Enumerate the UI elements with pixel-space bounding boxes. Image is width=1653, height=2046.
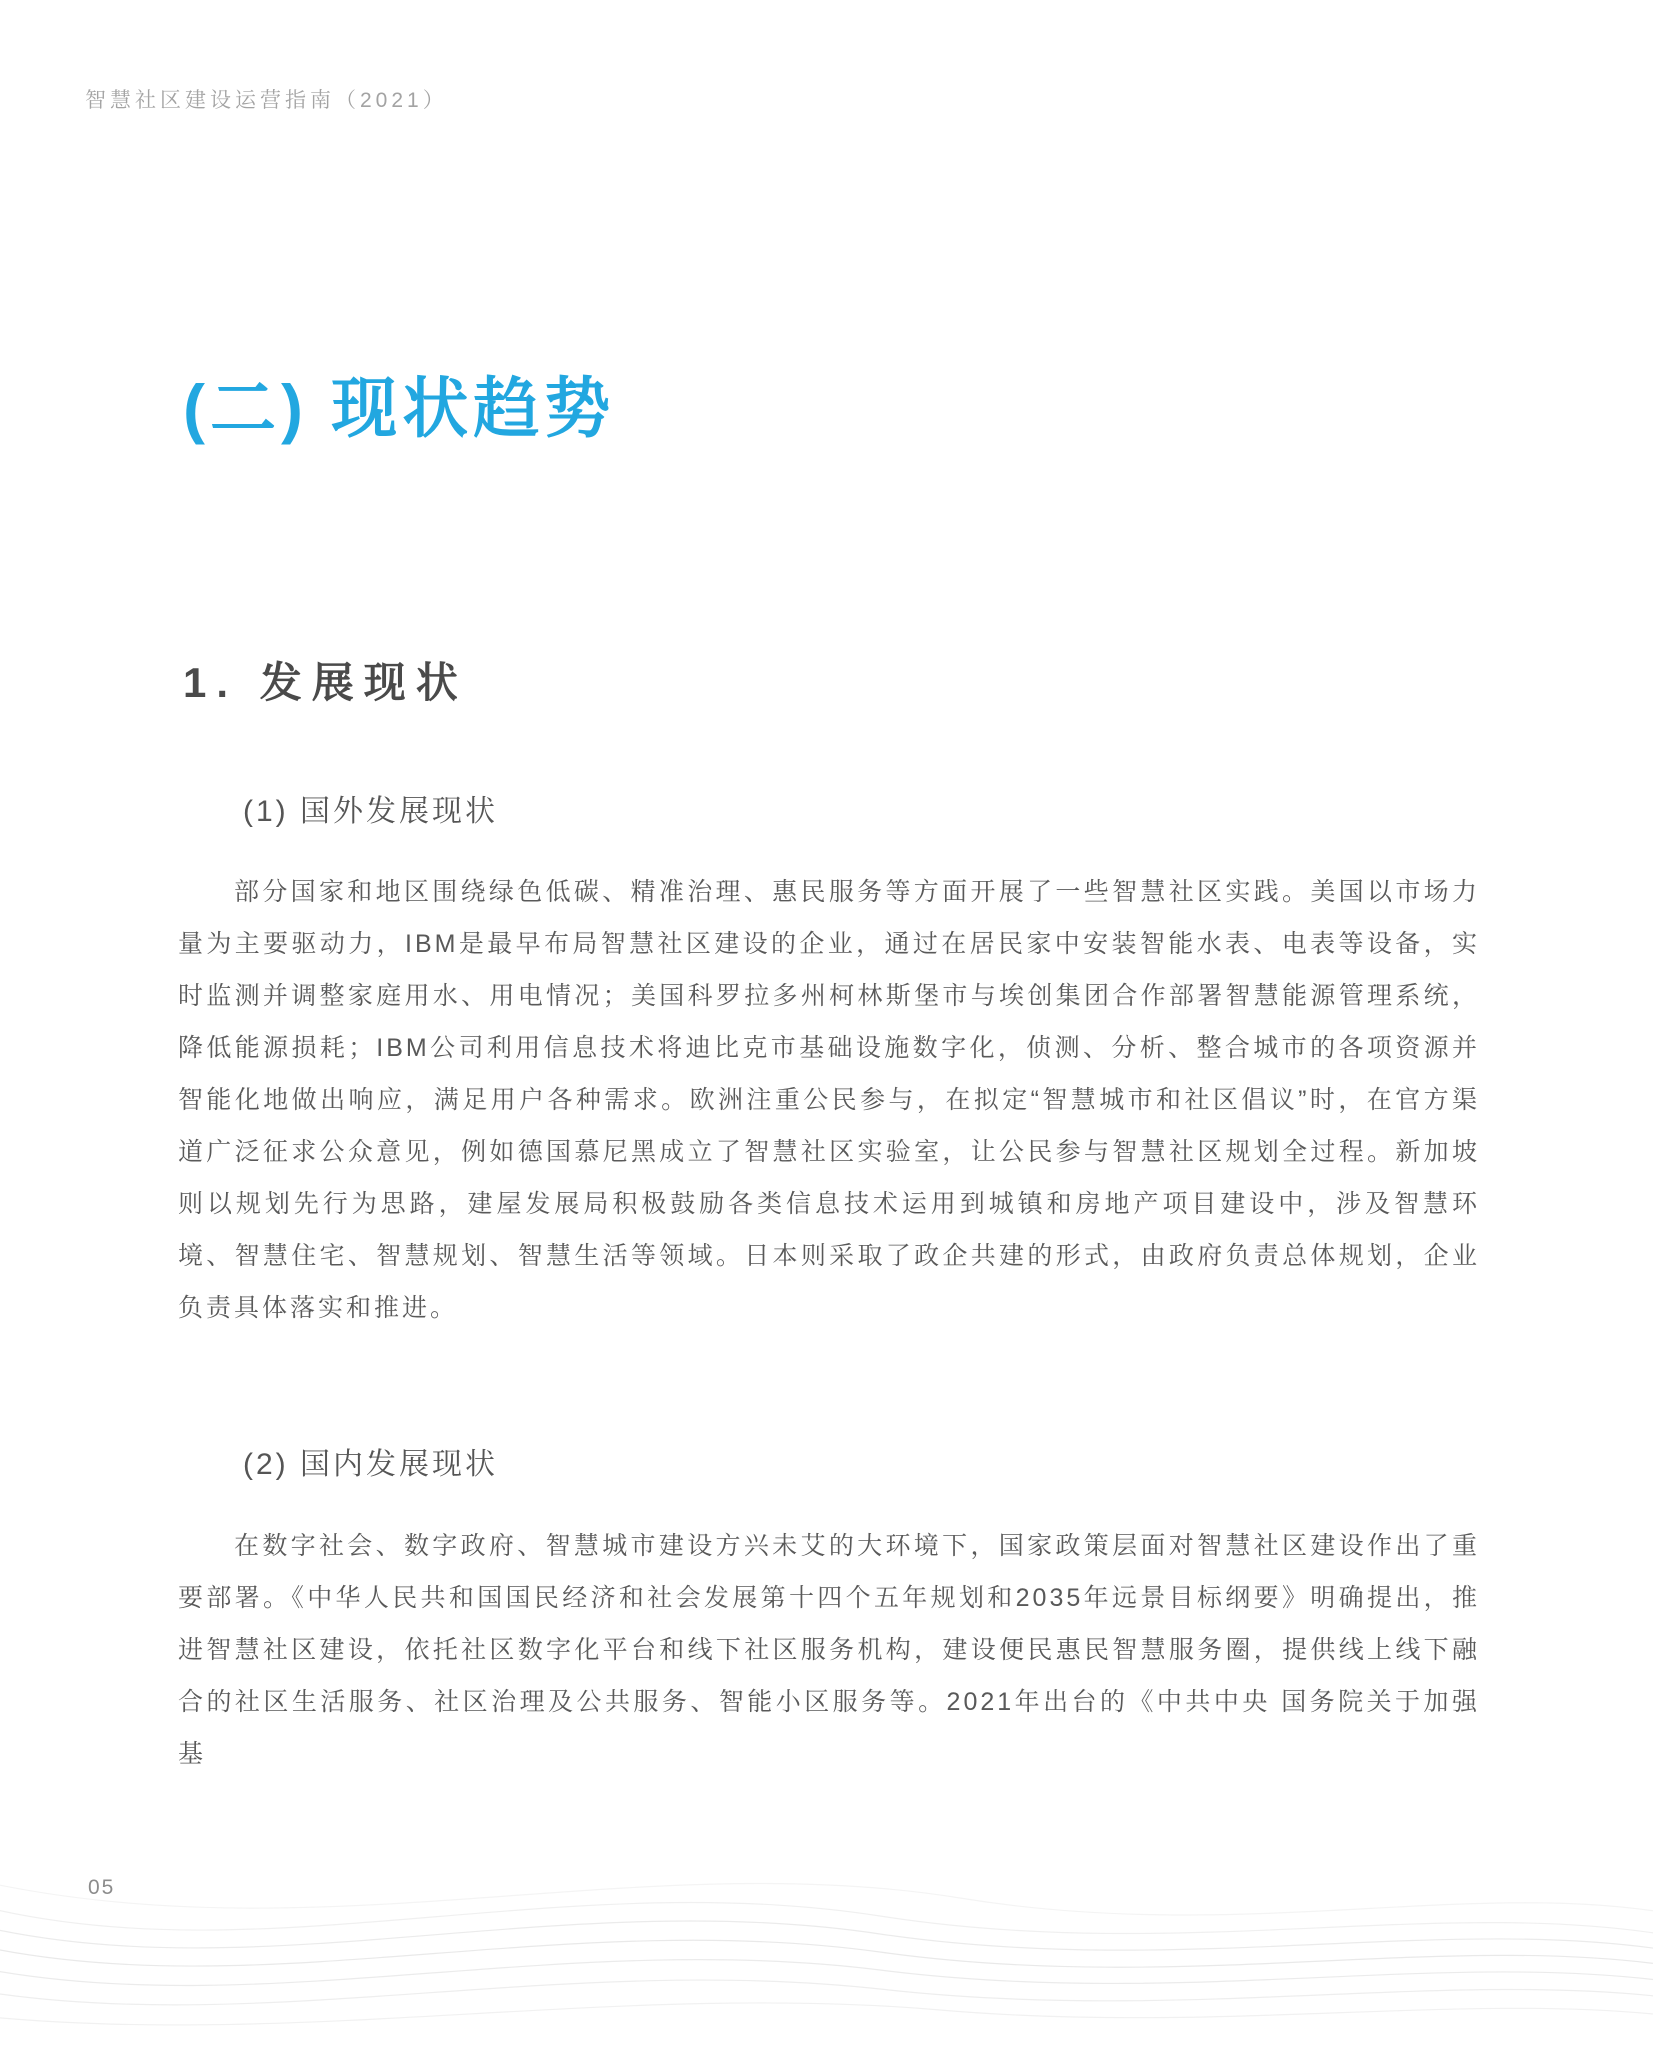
page-number: 05 bbox=[88, 1876, 116, 1899]
paragraph-foreign-development: 部分国家和地区围绕绿色低碳、精准治理、惠民服务等方面开展了一些智慧社区实践。美国以市场力量为主要驱动力，IBM是最早布局智慧社区建设的企业，通过在居民家中安装智能水表、电表等设备，实时监测并调整家庭用水、用电情况；美国科罗拉多州柯林斯堡市与埃创集团合作部署智慧能源管理系统，降低能源损耗；IBM公司利用信息技术将迪比克市基础设施数字化，侦测、分析、整合城市的各项资源并智能化地做出响应，满足用户各种需求。欧洲注重公民参与，在拟定“智慧城市和社区倡议”时，在官方渠道广泛征求公众意见，例如德国慕尼黑成立了智慧社区实验室，让公民参与智慧社区规划全过程。新加坡则以规划先行为思路，建屋发展局积极鼓励各类信息技术运用到城镇和房地产项目建设中，涉及智慧环境、智慧住宅、智慧规划、智慧生活等领域。日本则采取了政企共建的形式，由政府负责总体规划，企业负责具体落实和推进。 bbox=[178, 878, 1480, 1322]
chapter-title: (二) 现状趋势 bbox=[183, 371, 616, 445]
subsection-heading-domestic: (2) 国内发展现状 bbox=[243, 1448, 498, 1481]
subsection-heading-foreign: (1) 国外发展现状 bbox=[243, 795, 498, 828]
section-title: 1. 发展现状 bbox=[183, 659, 468, 706]
paragraph-domestic-development: 在数字社会、数字政府、智慧城市建设方兴未艾的大环境下，国家政策层面对智慧社区建设作出了重要部署。《中华人民共和国国民经济和社会发展第十四个五年规划和2035年远景目标纲要》明确提出，推进智慧社区建设，依托社区数字化平台和线下社区服务机构，建设便民惠民智慧服务圈，提供线上线下融合的社区生活服务、社区治理及公共服务、智能小区服务等。2021年出台的《中共中央 国务院关于加强基 bbox=[178, 1532, 1480, 1768]
decorative-wave-lines bbox=[0, 1786, 1653, 2046]
document-header-title: 智慧社区建设运营指南（2021） bbox=[85, 89, 448, 112]
